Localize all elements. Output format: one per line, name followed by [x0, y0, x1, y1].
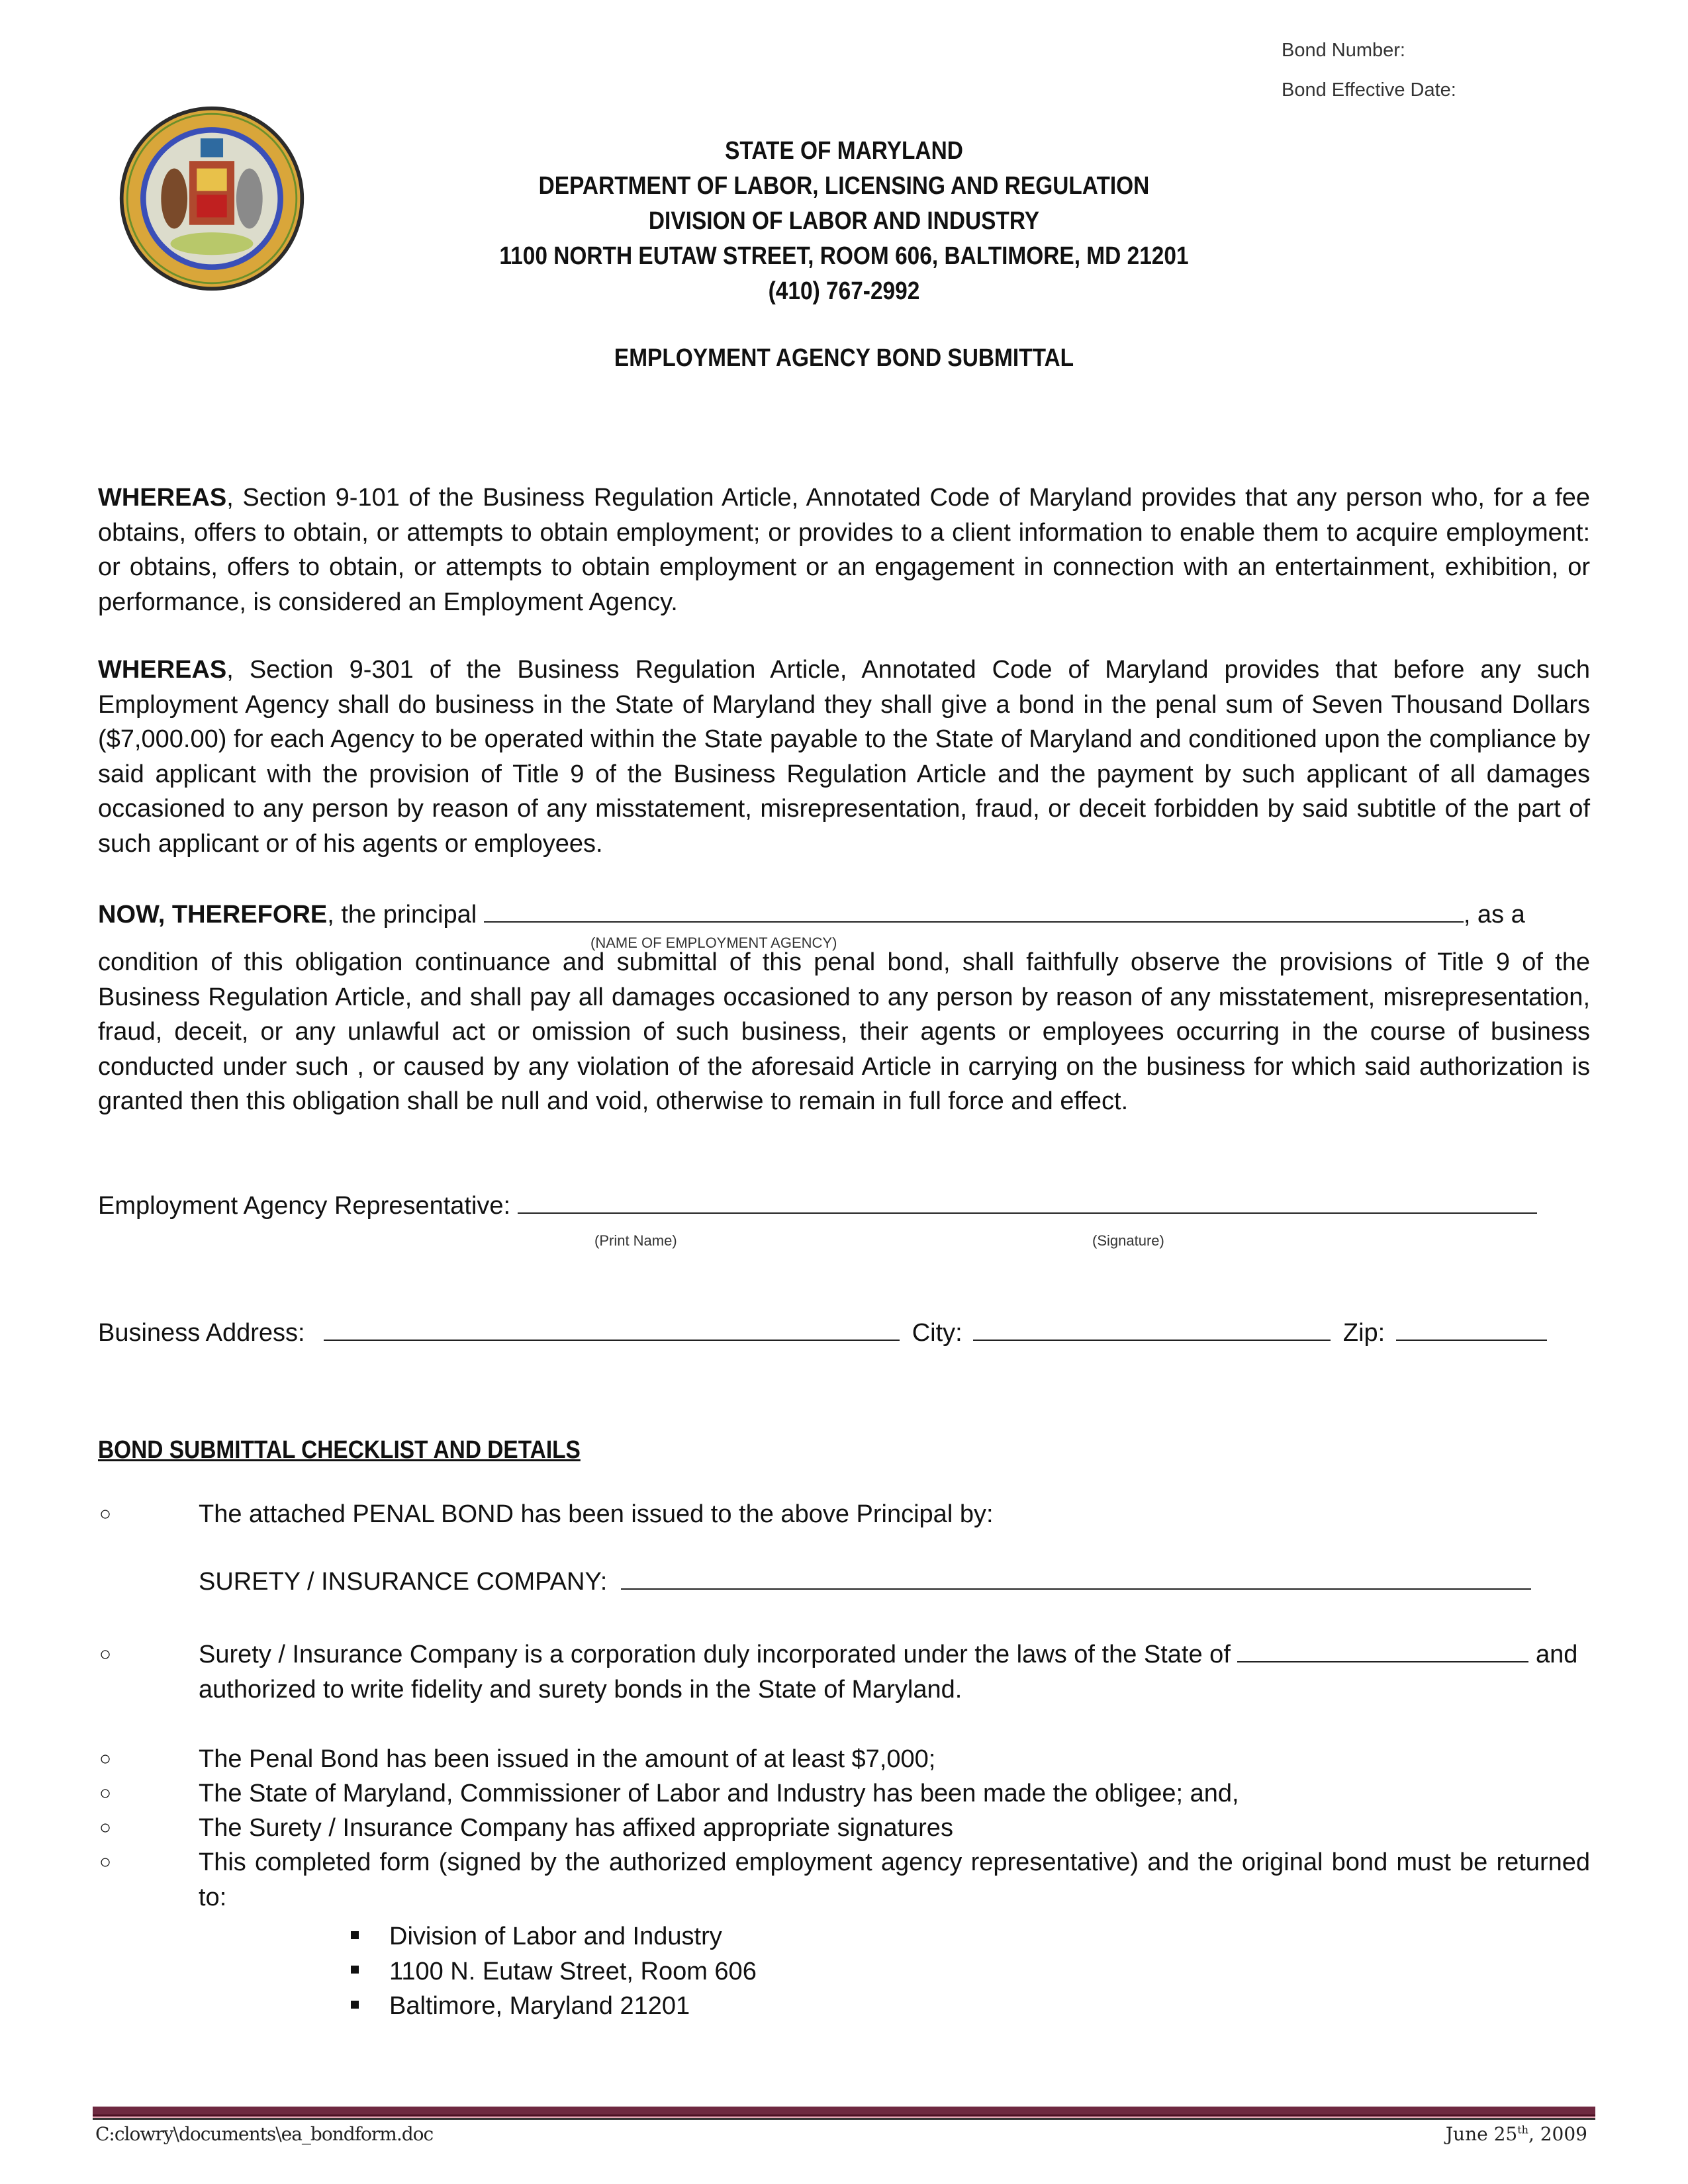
principal-intro: , the principal [327, 901, 477, 929]
footer-date-sup: th [1517, 2123, 1528, 2136]
business-address-field[interactable] [324, 1318, 900, 1341]
checkbox-circle-icon[interactable]: ○ [99, 1643, 112, 1665]
letterhead [101, 134, 1587, 309]
checklist-item-text [199, 1637, 1590, 1707]
representative-field[interactable] [518, 1191, 1537, 1214]
square-bullet-icon [351, 1966, 359, 1974]
whereas-paragraph-2 [98, 653, 1590, 861]
zip-label: Zip: [1342, 1319, 1385, 1347]
return-address-text: 1100 N. Eutaw Street, Room 606 [389, 1957, 757, 1985]
now-therefore-text: condition of this obligation continuance and submittal of this penal bond, shall faithfully observe the provisions of Title 9 of the Business Regulation Article, and shall pay all damages occasioned to any person by reason of any misstatement, misrepresentation, fraud, deceit, or any unlawful act or omission of such business, their agents or employees occurring in the course of business conducted under such , or caused by any violation of the aforesaid Article in carrying on the business for which said authorization is granted then this obligation shall be null and void, otherwise to remain in full force and effect. [98, 948, 1590, 1115]
principal-name-caption: (NAME OF EMPLOYMENT AGENCY) [590, 934, 837, 951]
checklist-item-text: The Penal Bond has been issued in the amount of at least $7,000; [199, 1745, 936, 1773]
whereas-text-2: , Section 9-301 of the Business Regulation Article, Annotated Code of Maryland provides that before any such Employment Agency shall do business in the State of Maryland they shall give a bond in the penal sum of Seven Thousand Dollars ($7,000.00) for each Agency to be operated within the State payable to the State of Maryland and conditioned upon the compliance by said applicant with the provision of Title 9 of the Business Regulation Article and the payment by such applicant of all damages occasioned to any person by reason of any misstatement, misrepresentation, fraud, or deceit forbidden by said subtitle of the part of such applicant or of his agents or employees. [98, 656, 1590, 858]
checklist-item-amount [98, 1742, 1590, 1777]
now-therefore-paragraph [98, 945, 1590, 1119]
bond-number-label: Bond Number: [1282, 40, 1405, 61]
return-address-text: Baltimore, Maryland 21201 [389, 1992, 690, 2020]
surety-row [199, 1567, 1531, 1596]
return-address-list [351, 1919, 757, 2024]
footer-date-post: , 2009 [1528, 2123, 1587, 2145]
letterhead-department: DEPARTMENT OF LABOR, LICENSING AND REGULATION [538, 172, 1150, 200]
bond-effective-date-label: Bond Effective Date: [1282, 79, 1456, 101]
square-bullet-icon [351, 2001, 359, 2009]
footer-rule [93, 2107, 1595, 2120]
return-address-line [351, 1919, 757, 1954]
print-name-caption: (Print Name) [594, 1232, 677, 1249]
checkbox-circle-icon[interactable]: ○ [99, 1748, 112, 1770]
letterhead-address: 1100 NORTH EUTAW STREET, ROOM 606, BALTIMORE, MD 21201 [499, 242, 1189, 270]
principal-line [98, 900, 1525, 929]
city-label: City: [912, 1319, 962, 1347]
footer-file-path: C:clowry\documents\ea_bondform.doc [95, 2123, 434, 2145]
signature-caption: (Signature) [1092, 1232, 1164, 1249]
footer-date-pre: June 25 [1445, 2123, 1518, 2145]
incorporation-state-field[interactable] [1237, 1640, 1528, 1662]
checklist-item-text: The attached PENAL BOND has been issued to the above Principal by: [199, 1500, 994, 1528]
square-bullet-icon [351, 1931, 359, 1939]
checklist-item-text: The State of Maryland, Commissioner of Labor and Industry has been made the obligee; and, [199, 1780, 1239, 1807]
whereas-paragraph-1 [98, 480, 1590, 619]
city-field[interactable] [973, 1318, 1331, 1341]
letterhead-division: DIVISION OF LABOR AND INDUSTRY [648, 207, 1040, 235]
bond-meta [1282, 30, 1456, 110]
now-therefore-lead: NOW, THEREFORE [98, 901, 328, 929]
address-row [98, 1318, 1547, 1347]
zip-field[interactable] [1396, 1318, 1547, 1341]
business-address-label: Business Address: [98, 1319, 305, 1347]
incorporated-text-post: and authorized to write fidelity and surety bonds in the State of Maryland. [199, 1641, 1578, 1704]
letterhead-phone: (410) 767-2992 [768, 277, 920, 305]
checklist-item-issued [98, 1497, 1590, 1532]
checklist-item-text: The Surety / Insurance Company has affixed appropriate signatures [199, 1814, 953, 1842]
footer-date [1446, 2123, 1587, 2145]
checkbox-circle-icon[interactable]: ○ [99, 1782, 112, 1804]
surety-label: SURETY / INSURANCE COMPANY: [199, 1568, 608, 1596]
whereas-lead-1: WHEREAS [98, 484, 227, 512]
checklist-item-obligee [98, 1776, 1590, 1811]
whereas-text-1: , Section 9-101 of the Business Regulation Article, Annotated Code of Maryland provides that any person who, for a fee obtains, offers to obtain, or attempts to obtain employment; or provides to a client information to enable them to acquire employment: or obtains, offers to obtain, or attempts to obtain employment or an engagement in connection with an entertainment, exhibition, or performance, is considered an Employment Agency. [98, 484, 1590, 616]
return-address-text: Division of Labor and Industry [389, 1923, 722, 1950]
checklist-heading: BOND SUBMITTAL CHECKLIST AND DETAILS [98, 1436, 581, 1464]
return-address-line [351, 1954, 757, 1989]
form-title: EMPLOYMENT AGENCY BOND SUBMITTAL [614, 344, 1074, 372]
checkbox-circle-icon[interactable]: ○ [99, 1851, 112, 1873]
principal-after-blank: , as a [1463, 901, 1525, 929]
checkbox-circle-icon[interactable]: ○ [99, 1503, 112, 1525]
checklist-item-incorporated [98, 1637, 1590, 1707]
surety-company-field[interactable] [621, 1567, 1531, 1590]
checkbox-circle-icon[interactable]: ○ [99, 1817, 112, 1839]
principal-name-field[interactable] [484, 900, 1464, 923]
checklist-item-return [98, 1845, 1590, 1915]
letterhead-state: STATE OF MARYLAND [725, 137, 963, 165]
representative-row [98, 1191, 1537, 1220]
representative-label: Employment Agency Representative: [98, 1192, 511, 1220]
incorporated-text-pre: Surety / Insurance Company is a corporation duly incorporated under the laws of the State of [199, 1641, 1231, 1668]
checklist-item-text: This completed form (signed by the authorized employment agency representative) and the original bond must be returned to: [199, 1848, 1590, 1911]
checklist-item-signatures [98, 1811, 1590, 1846]
return-address-line [351, 1989, 757, 2024]
whereas-lead-2: WHEREAS [98, 656, 227, 684]
